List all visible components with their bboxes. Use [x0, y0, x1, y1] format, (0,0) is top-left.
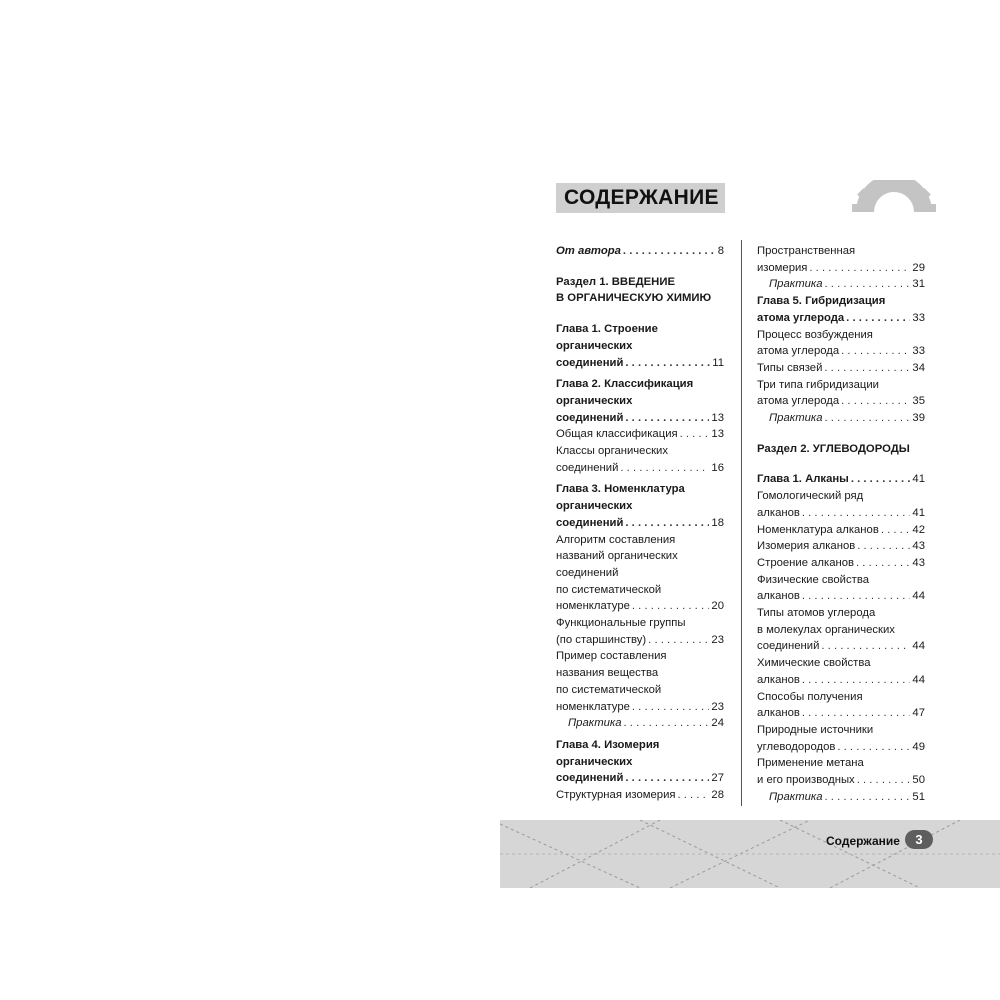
toc-entry-line: Физические свойства	[757, 573, 869, 586]
toc-entry	[757, 538, 925, 555]
toc-entry-line: органических	[556, 500, 633, 513]
toc-entry	[556, 648, 724, 715]
section-heading-line: Раздел 2. УГЛЕВОДОРОДЫ	[757, 442, 910, 455]
toc-page-number: 41	[912, 473, 925, 486]
toc-entry	[757, 360, 925, 377]
toc-entry-line: Алгоритм составления	[556, 533, 676, 546]
toc-entry-row	[757, 522, 925, 539]
toc-entry-row	[757, 410, 925, 427]
leader-dots	[856, 555, 910, 572]
toc-entry-title: Общая классификация	[556, 428, 678, 441]
toc-entry-line: Способы получения	[757, 690, 863, 703]
toc-entry-row	[556, 699, 724, 716]
toc-chapter-entry	[556, 321, 724, 371]
toc-entry	[556, 715, 724, 732]
toc-entry-row	[757, 538, 925, 555]
toc-entry	[757, 377, 925, 410]
leader-dots	[632, 699, 710, 716]
toc-entry-title: атома углерода	[757, 311, 845, 324]
toc-entry-line: Глава 4. Изомерия	[556, 738, 660, 751]
toc-entry-row	[757, 505, 925, 522]
toc-entry-title: Строение алканов	[757, 556, 855, 569]
toc-entry-title: алканов	[757, 707, 800, 720]
toc-entry-row	[757, 310, 925, 327]
toc-entry-row	[556, 410, 724, 427]
toc-entry-title: соединений	[556, 461, 619, 474]
leader-dots	[841, 343, 910, 360]
toc-entry-line: названий органических	[556, 550, 678, 563]
toc-page-number: 42	[912, 523, 925, 536]
toc-entry-title: Типы связей	[757, 361, 823, 374]
leader-dots	[809, 260, 910, 277]
toc-entry-title: соединений	[556, 516, 624, 529]
toc-chapter-entry	[556, 376, 724, 426]
toc-page-number: 29	[912, 261, 925, 274]
toc-entry-title: номенклатуре	[556, 600, 630, 613]
toc-entry-line: Типы атомов углерода	[757, 607, 876, 620]
leader-dots	[851, 471, 911, 488]
toc-entry-title: номенклатуре	[556, 700, 630, 713]
toc-page-number: 33	[912, 311, 925, 324]
leader-dots	[678, 787, 710, 804]
toc-entry-title: и его производных	[757, 774, 855, 787]
leader-dots	[648, 632, 709, 649]
toc-entry	[757, 276, 925, 293]
toc-entry	[556, 787, 724, 804]
page-title: СОДЕРЖАНИЕ	[556, 183, 725, 213]
leader-dots	[625, 355, 710, 372]
toc-entry-row	[556, 770, 724, 787]
toc-entry-title: алканов	[757, 673, 800, 686]
toc-entry-line: Пространственная	[757, 245, 856, 257]
toc-entry-title: соединений	[556, 356, 624, 369]
toc-entry-title: Глава 1. Алканы	[757, 473, 849, 486]
toc-entry-line: Гомологический ряд	[757, 490, 864, 503]
toc-chapter-entry	[757, 293, 925, 326]
toc-entry-row	[757, 638, 925, 655]
toc-entry-line: названия вещества	[556, 667, 659, 680]
leader-dots	[802, 588, 911, 605]
toc-entry-row	[556, 787, 724, 804]
toc-entry-row	[757, 739, 925, 756]
toc-page-number: 18	[711, 516, 724, 529]
leader-dots	[625, 515, 709, 532]
footer-section-label: Содержание	[826, 834, 900, 848]
toc-entry-line: Природные источники	[757, 723, 874, 736]
toc-page-number: 49	[912, 740, 925, 753]
leader-dots	[846, 310, 910, 327]
toc-page-number: 11	[712, 356, 724, 369]
toc-entry	[556, 615, 724, 648]
toc-entry	[757, 722, 925, 755]
toc-entry-line: по систематической	[556, 683, 662, 696]
toc-entry-row	[556, 598, 724, 615]
leader-dots	[624, 715, 710, 732]
toc-entry-line: Глава 1. Строение	[556, 323, 658, 336]
leader-dots	[825, 789, 911, 806]
toc-entry-line: Процесс возбуждения	[757, 328, 873, 341]
toc-entry-row	[757, 276, 925, 293]
toc-entry-row	[757, 260, 925, 277]
leader-dots	[821, 638, 910, 655]
spacer	[556, 307, 724, 321]
toc-entry-row	[556, 243, 724, 260]
toc-entry	[757, 572, 925, 605]
toc-entry-row	[556, 632, 724, 649]
toc-right-column	[757, 243, 925, 806]
toc-entry-line: Глава 5. Гибридизация	[757, 295, 886, 308]
leader-dots	[802, 705, 911, 722]
toc-page-number: 13	[711, 428, 724, 441]
toc-entry-row	[757, 393, 925, 410]
toc-entry-line: в молекулах органических	[757, 623, 895, 636]
toc-chapter-entry	[757, 471, 925, 488]
toc-entry	[556, 243, 724, 260]
toc-entry-title: От автора	[556, 245, 621, 257]
toc-page-number: 27	[711, 772, 724, 785]
leader-dots	[625, 770, 709, 787]
toc-entry-line: соединений	[556, 566, 619, 579]
leader-dots	[881, 522, 911, 539]
leader-dots	[625, 410, 709, 427]
spacer	[556, 260, 724, 274]
toc-page-number: 13	[711, 411, 724, 424]
toc-page-number: 50	[912, 774, 925, 787]
toc-entry-title: алканов	[757, 590, 800, 603]
toc-entry	[757, 327, 925, 360]
toc-entry	[757, 488, 925, 521]
toc-page-number: 44	[912, 640, 925, 653]
spacer	[757, 457, 925, 471]
toc-entry-row	[757, 471, 925, 488]
toc-entry	[757, 522, 925, 539]
toc-entry-line: органических	[556, 755, 633, 768]
toc-entry-title: Практика	[769, 790, 823, 803]
toc-page-number: 31	[912, 278, 925, 291]
toc-entry	[757, 655, 925, 688]
toc-page-number: 44	[912, 590, 925, 603]
toc-entry	[757, 410, 925, 427]
toc-entry-title: атома углерода	[757, 345, 840, 358]
toc-entry-row	[757, 360, 925, 377]
toc-entry-title: углеводородов	[757, 740, 836, 753]
toc-page-number: 20	[711, 600, 724, 613]
toc-page-number: 41	[912, 506, 925, 519]
toc-entry-row	[757, 789, 925, 806]
toc-entry-line: Три типа гибридизации	[757, 378, 879, 391]
toc-page-number: 39	[912, 412, 925, 425]
toc-entry-row	[757, 588, 925, 605]
column-divider	[741, 240, 742, 806]
toc-entry-title: Структурная изомерия	[556, 789, 676, 802]
leader-dots	[857, 772, 911, 789]
toc-page-number: 47	[912, 707, 925, 720]
leader-dots	[824, 360, 910, 377]
toc-entry-title: соединений	[556, 411, 624, 424]
toc-page-number: 28	[711, 789, 724, 802]
section-heading	[757, 441, 925, 458]
toc-chapter-entry	[556, 737, 724, 787]
toc-entry-row	[556, 355, 724, 372]
leader-dots	[825, 410, 911, 427]
toc-entry-line: по систематической	[556, 583, 662, 596]
toc-chapter-entry	[556, 481, 724, 531]
toc-entry-title: Изомерия алканов	[757, 540, 856, 553]
section-heading-line: Раздел 1. ВВЕДЕНИЕ	[556, 275, 675, 288]
toc-page-number: 23	[711, 700, 724, 713]
toc-entry	[757, 243, 925, 276]
toc-entry-title: атома углерода	[757, 395, 840, 408]
section-heading	[556, 274, 724, 307]
toc-left-column	[556, 243, 724, 804]
toc-entry	[556, 532, 724, 616]
toc-page-number: 8	[717, 245, 724, 257]
toc-entry-line: органических	[556, 339, 633, 352]
toc-entry-row	[757, 343, 925, 360]
toc-page-number: 43	[912, 540, 925, 553]
toc-entry-line: Глава 2. Классификация	[556, 378, 694, 391]
toc-entry-line: Химические свойства	[757, 657, 871, 670]
toc-page-number: 33	[912, 345, 925, 358]
toc-entry-title: Номенклатура алканов	[757, 523, 879, 536]
leader-dots	[857, 538, 910, 555]
leader-dots	[680, 426, 710, 443]
toc-entry-line: Классы органических	[556, 445, 668, 458]
page-number-badge: 3	[905, 830, 933, 849]
leader-dots	[620, 460, 709, 477]
toc-page-number: 23	[711, 633, 724, 646]
toc-entry-title: Практика	[769, 412, 823, 425]
spacer	[757, 427, 925, 441]
leader-dots	[632, 598, 710, 615]
toc-entry-row	[757, 555, 925, 572]
page-footer	[500, 820, 1000, 888]
toc-entry	[757, 605, 925, 655]
toc-page-number: 16	[711, 461, 724, 474]
toc-entry-row	[757, 772, 925, 789]
toc-entry-row	[556, 715, 724, 732]
toc-entry	[757, 555, 925, 572]
toc-entry	[556, 443, 724, 476]
toc-entry-row	[757, 705, 925, 722]
toc-entry-title: алканов	[757, 506, 800, 519]
toc-entry-line: Пример составления	[556, 650, 667, 663]
toc-entry-row	[757, 672, 925, 689]
toc-entry-title: соединений	[556, 772, 624, 785]
toc-entry-line: органических	[556, 394, 633, 407]
toc-entry-row	[556, 460, 724, 477]
toc-entry-title: изомерия	[757, 261, 808, 274]
toc-entry-row	[556, 515, 724, 532]
toc-page-number: 43	[912, 556, 925, 569]
leader-dots	[802, 505, 911, 522]
toc-entry-title: Практика	[769, 278, 823, 291]
toc-entry-row	[556, 426, 724, 443]
toc-entry	[556, 426, 724, 443]
toc-entry-line: Глава 3. Номенклатура	[556, 483, 685, 496]
leader-dots	[841, 393, 910, 410]
toc-page-number: 44	[912, 673, 925, 686]
leader-dots	[623, 243, 716, 260]
toc-page-number: 35	[912, 395, 925, 408]
toc-entry-title: соединений	[757, 640, 820, 653]
toc-entry-title: Практика	[568, 717, 622, 730]
section-heading-line: В ОРГАНИЧЕСКУЮ ХИМИЮ	[556, 292, 712, 305]
leader-dots	[802, 672, 911, 689]
toc-page-number: 51	[912, 790, 925, 803]
gear-icon	[852, 180, 936, 212]
toc-page-number: 24	[711, 717, 724, 730]
toc-entry	[757, 789, 925, 806]
toc-entry-line: Функциональные группы	[556, 617, 686, 630]
toc-page-number: 34	[912, 361, 925, 374]
toc-entry	[757, 755, 925, 788]
toc-entry	[757, 689, 925, 722]
toc-entry-title: (по старшинству)	[556, 633, 647, 646]
leader-dots	[837, 739, 910, 756]
toc-entry-line: Применение метана	[757, 757, 864, 770]
leader-dots	[825, 276, 911, 293]
